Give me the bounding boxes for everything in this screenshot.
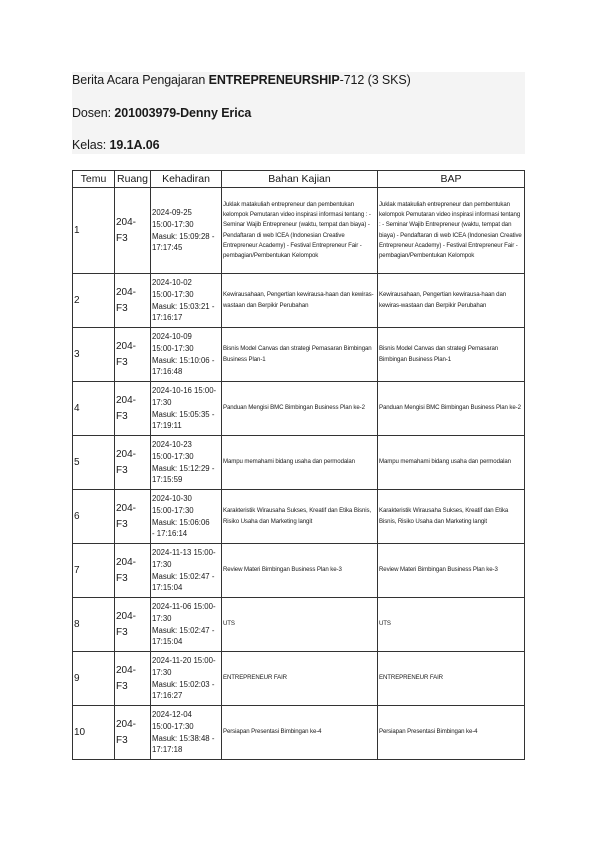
attendance-check-out: 17:15:04	[152, 583, 183, 593]
attendance-schedule: 15:00-17:30	[152, 219, 194, 229]
column-header-bahan-kajian: Bahan Kajian	[222, 171, 378, 188]
room-cell	[115, 544, 151, 598]
bap-text: Persiapan Presentasi Bimbingan ke-4	[379, 728, 478, 736]
room-building: 204-	[116, 286, 137, 298]
study-material-text: ENTREPRENEUR FAIR	[223, 674, 287, 682]
attendance-check-out: 17:16:27	[152, 691, 183, 701]
attendance-check-in: Masuk: 15:10:06 -	[152, 355, 215, 365]
room-cell	[115, 652, 151, 706]
attendance-check-in: Masuk: 15:12:29 -	[152, 463, 215, 473]
room-floor: F3	[116, 518, 128, 530]
room-building: 204-	[116, 556, 137, 568]
meeting-number: 4	[73, 382, 115, 436]
course-title	[72, 73, 411, 87]
attendance-check-in: Masuk: 15:03:21 -	[152, 301, 215, 311]
room-building: 204-	[116, 610, 137, 622]
study-material-text: Bisnis Model Canvas dan strategi Pemasaran Bimbingan Business Plan-1	[223, 345, 372, 363]
room-floor: F3	[116, 232, 128, 244]
bap-cell	[378, 188, 525, 274]
room-cell	[115, 598, 151, 652]
table-row	[73, 652, 525, 706]
table-row	[73, 598, 525, 652]
attendance-check-out: 17:17:45	[152, 243, 183, 253]
attendance-check-in: Masuk: 15:02:03 -	[152, 679, 215, 689]
bap-cell	[378, 328, 525, 382]
study-material-cell	[222, 544, 378, 598]
column-header-kehadiran: Kehadiran	[151, 171, 222, 188]
room-cell	[115, 328, 151, 382]
study-material-cell	[222, 490, 378, 544]
room-cell	[115, 382, 151, 436]
column-header-bap: BAP	[378, 171, 525, 188]
study-material-text: Review Materi Bimbingan Business Plan ke-3	[223, 566, 342, 574]
table-header-row	[73, 171, 525, 188]
study-material-text: UTS	[223, 620, 235, 628]
room-building: 204-	[116, 216, 137, 228]
attendance-check-out: 17:16:48	[152, 367, 183, 377]
study-material-cell	[222, 652, 378, 706]
attendance-cell	[151, 706, 222, 760]
attendance-check-in: Masuk: 15:06:06	[152, 517, 210, 527]
attendance-schedule: 17:30	[152, 667, 172, 677]
study-material-cell	[222, 382, 378, 436]
meeting-number: 7	[73, 544, 115, 598]
course-code: -712 (3 SKS)	[339, 73, 411, 87]
study-material-text: Persiapan Presentasi Bimbingan ke-4	[223, 728, 322, 736]
room-building: 204-	[116, 502, 137, 514]
study-material-text: Karakteristik Wirausaha Sukses, Kreatif dan Etika Bisnis, Risiko Usaha dan Marketing langit	[223, 507, 372, 525]
meeting-number: 2	[73, 274, 115, 328]
room-building: 204-	[116, 664, 137, 676]
room-building: 204-	[116, 394, 137, 406]
room-floor: F3	[116, 464, 128, 476]
attendance-date: 2024-10-30	[152, 494, 192, 504]
room-floor: F3	[116, 680, 128, 692]
room-cell	[115, 706, 151, 760]
attendance-cell	[151, 436, 222, 490]
attendance-schedule: 15:00-17:30	[152, 505, 194, 515]
table-row	[73, 188, 525, 274]
attendance-check-out: - 17:16:14	[152, 529, 188, 539]
room-floor: F3	[116, 626, 128, 638]
attendance-schedule: 17:30	[152, 613, 172, 623]
bap-cell	[378, 706, 525, 760]
table-row	[73, 544, 525, 598]
attendance-date: 2024-09-25	[152, 208, 192, 218]
attendance-date: 2024-11-06 15:00-	[152, 602, 216, 612]
attendance-cell	[151, 274, 222, 328]
attendance-check-out: 17:17:18	[152, 745, 183, 755]
study-material-text: Kewirausahaan, Pengertian kewirausa-haan dan kewiras-wastaan dan Berpikir Perubahan	[223, 291, 374, 309]
bap-cell	[378, 436, 525, 490]
attendance-schedule: 15:00-17:30	[152, 721, 194, 731]
study-material-cell	[222, 436, 378, 490]
lecturer-line	[72, 106, 251, 120]
attendance-check-in: Masuk: 15:02:47 -	[152, 625, 215, 635]
room-floor: F3	[116, 410, 128, 422]
bap-cell	[378, 544, 525, 598]
meeting-number: 6	[73, 490, 115, 544]
study-material-cell	[222, 598, 378, 652]
class-line	[72, 138, 159, 152]
room-building: 204-	[116, 718, 137, 730]
attendance-check-in: Masuk: 15:09:28 -	[152, 231, 215, 241]
meeting-number: 8	[73, 598, 115, 652]
bap-text: Karakteristik Wirausaha Sukses, Kreatif dan Etika Bisnis, Risiko Usaha dan Marketing langit	[379, 507, 509, 525]
bap-text: Review Materi Bimbingan Business Plan ke-3	[379, 566, 498, 574]
table-row	[73, 490, 525, 544]
course-name: ENTREPRENEURSHIP	[208, 73, 340, 87]
attendance-schedule: 15:00-17:30	[152, 289, 194, 299]
meeting-number: 1	[73, 188, 115, 274]
bap-text: Mampu memahami bidang usaha dan permodalan	[379, 458, 511, 466]
attendance-date: 2024-11-13 15:00-	[152, 548, 216, 558]
bap-text: Bisnis Model Canvas dan strategi Pemasaran Bimbingan Business Plan-1	[379, 345, 499, 363]
meeting-number: 9	[73, 652, 115, 706]
attendance-schedule: 15:00-17:30	[152, 451, 194, 461]
room-building: 204-	[116, 448, 137, 460]
attendance-date: 2024-10-16 15:00-	[152, 386, 217, 396]
class-code: 19.1A.06	[109, 138, 160, 152]
table-row	[73, 274, 525, 328]
attendance-cell	[151, 652, 222, 706]
attendance-schedule: 17:30	[152, 559, 172, 569]
room-floor: F3	[116, 572, 128, 584]
attendance-schedule: 17:30	[152, 397, 172, 407]
study-material-cell	[222, 706, 378, 760]
attendance-date: 2024-10-23	[152, 440, 192, 450]
attendance-check-in: Masuk: 15:02:47 -	[152, 571, 215, 581]
meeting-number: 10	[73, 706, 115, 760]
attendance-cell	[151, 188, 222, 274]
study-material-text: Panduan Mengisi BMC Bimbingan Business Plan ke-2	[223, 404, 365, 412]
bap-cell	[378, 652, 525, 706]
room-cell	[115, 490, 151, 544]
room-floor: F3	[116, 302, 128, 314]
bap-text: UTS	[379, 620, 391, 628]
attendance-cell	[151, 328, 222, 382]
attendance-cell	[151, 382, 222, 436]
attendance-check-in: Masuk: 15:38:48 -	[152, 733, 215, 743]
room-building: 204-	[116, 340, 137, 352]
bap-text: ENTREPRENEUR FAIR	[379, 674, 443, 682]
lecturer-name: 201003979-Denny Erica	[114, 106, 252, 120]
room-cell	[115, 274, 151, 328]
table-row	[73, 436, 525, 490]
table-row	[73, 328, 525, 382]
attendance-date: 2024-10-09	[152, 332, 192, 342]
table-row	[73, 382, 525, 436]
attendance-check-out: 17:15:59	[152, 475, 183, 485]
attendance-cell	[151, 544, 222, 598]
attendance-date: 2024-12-04	[152, 710, 192, 720]
attendance-cell	[151, 490, 222, 544]
room-cell	[115, 436, 151, 490]
title-prefix: Berita Acara Pengajaran	[72, 73, 209, 87]
class-label: Kelas:	[72, 138, 110, 152]
study-material-cell	[222, 328, 378, 382]
bap-text: Panduan Mengisi BMC Bimbingan Business Plan ke-2	[379, 404, 521, 412]
bap-cell	[378, 598, 525, 652]
teaching-log-table	[72, 170, 525, 760]
room-floor: F3	[116, 734, 128, 746]
bap-text: Juklak matakuliah entrepreneur dan pembentukan kelompok Pemutaran video inspirasi informasi tentang : - Seminar Wajib Entrepreneur (waktu, tempat dan biaya) - Pendaftaran di web ICEA (Indonesian Creative Entrepreneur Academy) - Festival Entrepreneur Fair - pembagian/Pembentukan Kelompok	[379, 200, 522, 260]
attendance-date: 2024-11-20 15:00-	[152, 656, 216, 666]
room-cell	[115, 188, 151, 274]
attendance-cell	[151, 598, 222, 652]
study-material-text: Mampu memahami bidang usaha dan permodalan	[223, 458, 355, 466]
bap-cell	[378, 490, 525, 544]
column-header-temu: Temu	[73, 171, 115, 188]
meeting-number: 5	[73, 436, 115, 490]
column-header-ruang: Ruang	[115, 171, 151, 188]
table-row	[73, 706, 525, 760]
bap-cell	[378, 382, 525, 436]
document-header	[72, 72, 525, 154]
study-material-cell	[222, 188, 378, 274]
study-material-cell	[222, 274, 378, 328]
attendance-check-in: Masuk: 15:05:35 -	[152, 409, 215, 419]
attendance-check-out: 17:19:11	[152, 421, 182, 431]
attendance-date: 2024-10-02	[152, 278, 192, 288]
lecturer-label: Dosen:	[72, 106, 115, 120]
attendance-schedule: 15:00-17:30	[152, 343, 194, 353]
study-material-text: Juklak matakuliah entrepreneur dan pembentukan kelompok Pemutaran video inspirasi informasi tentang : - Seminar Wajib Entrepreneur (waktu, tempat dan biaya) - Pendaftaran di web ICEA (Indonesian Creative Entrepreneur Academy) - Festival Entrepreneur Fair - pembagian/Pembentukan Kelompok	[223, 200, 371, 260]
meeting-number: 3	[73, 328, 115, 382]
room-floor: F3	[116, 356, 128, 368]
attendance-check-out: 17:16:17	[152, 313, 183, 323]
attendance-check-out: 17:15:04	[152, 637, 183, 647]
bap-text: Kewirausahaan, Pengertian kewirausa-haan dan kewiras-wastaan dan Berpikir Perubahan	[379, 291, 507, 309]
bap-cell	[378, 274, 525, 328]
